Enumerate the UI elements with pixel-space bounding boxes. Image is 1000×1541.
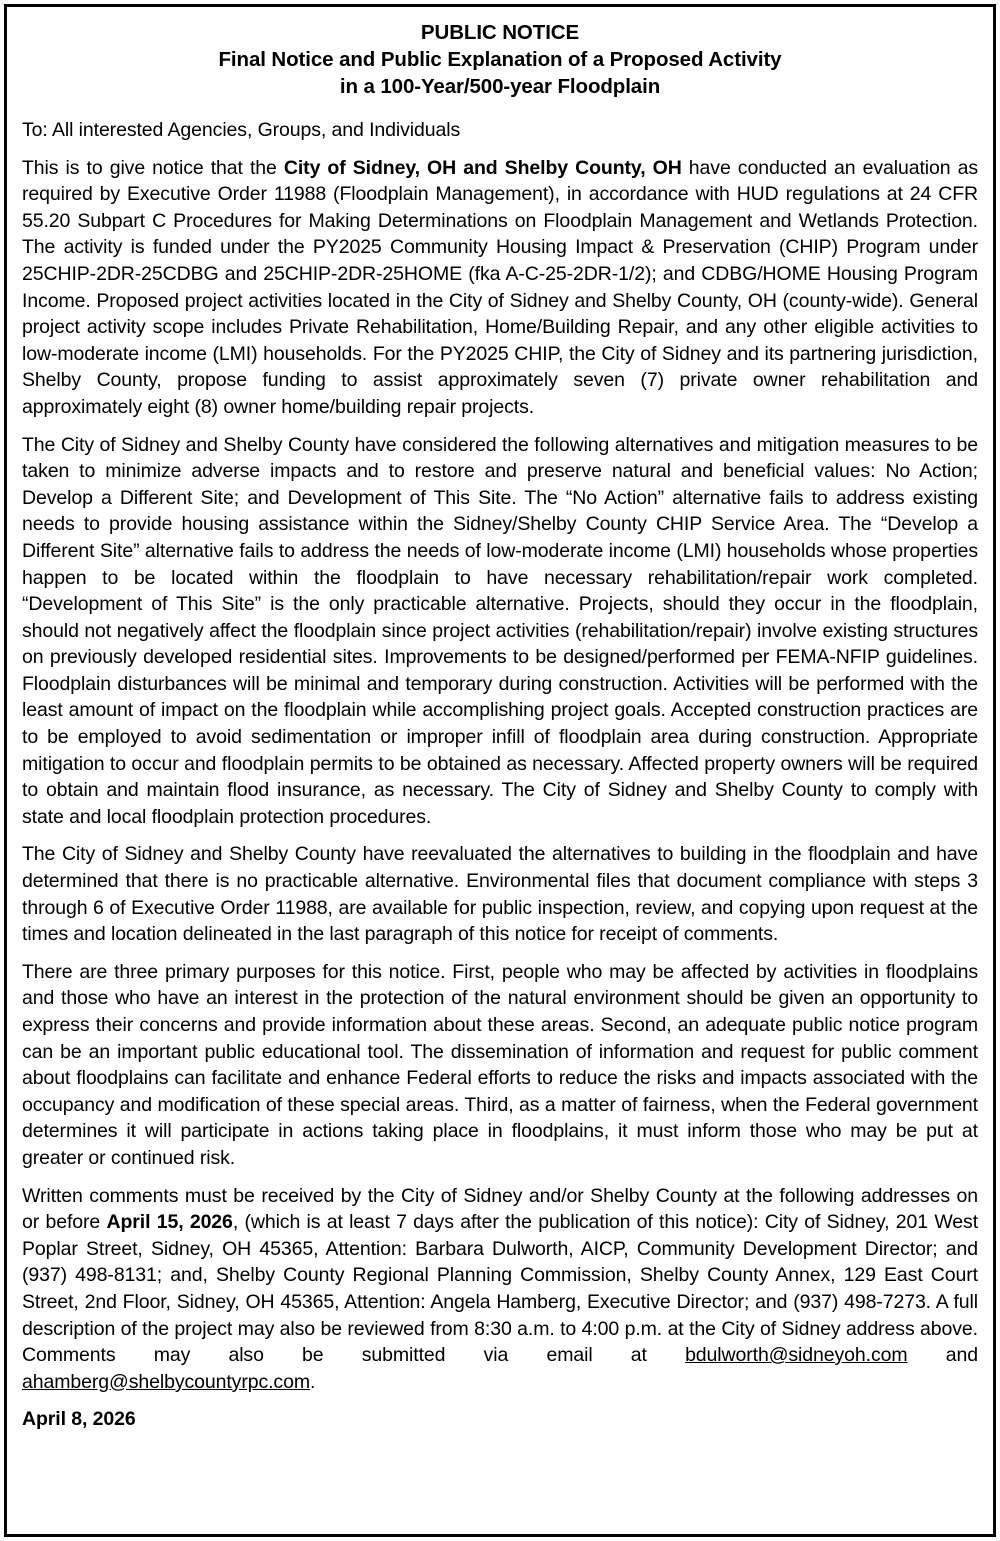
body-text: The City of Sidney and Shelby County have reevaluated the alternatives to building in the floodplain and have determined that there is no practicable alternative. Environmental files that document compliance with steps 3 through 6 of Executive Order 11988, are available for public inspection, review, and copying upon request at the times and location delineated in the last paragraph of this notice for receipt of comments.	[22, 843, 978, 946]
body-text: and	[907, 1344, 978, 1367]
notice-body	[22, 155, 978, 1396]
paragraph	[22, 1183, 978, 1396]
body-text: .	[309, 1370, 316, 1393]
email-link[interactable]: bdulworth@sidneyoh.com	[685, 1344, 908, 1367]
paragraph	[22, 432, 978, 831]
body-text: , (which is at least 7 days after the publication of this notice): City of Sidney, 201 West Poplar Street, Sidney, OH 45365, Attention: Barbara Dulworth, AICP, Community Development Director; and (937) 498-8131; and, Shelby County Regional Planning Commission, Shelby County Annex, 129 East Court Street, 2nd Floor, Sidney, OH 45365, Attention: Angela Hamberg, Executive Director; and (937) 498-7273. A full description of the project may also be reviewed from 8:30 a.m. to 4:00 p.m. at the City of Sidney address above. Comments may also be submitted via email at	[22, 1211, 979, 1367]
bold-text: April 15, 2026	[106, 1211, 233, 1234]
salutation-line: To: All interested Agencies, Groups, and Individuals	[22, 119, 461, 141]
body-text: This is to give notice that the	[22, 156, 284, 179]
notice-header	[22, 19, 978, 100]
body-text: have conducted an evaluation as required by Executive Order 11988 (Floodplain Management), in accordance with HUD regulations at 24 CFR 55.20 Subpart C Procedures for Making Determinations on Floodplain Management and Wetlands Protection. The activity is funded under the PY2025 Community Housing Impact & Preservation (CHIP) Program under 25CHIP-2DR-25CDBG and 25CHIP-2DR-25HOME (fka A-C-25-2DR-1/2); and CDBG/HOME Housing Program Income. Proposed project activities located in the City of Sidney and Shelby County, OH (county-wide). General project activity scope includes Private Rehabilitation, Home/Building Repair, and any other eligible activities to low-moderate income (LMI) households. For the PY2025 CHIP, the City of Sidney and its partnering jurisdiction, Shelby County, propose funding to assist approximately seven (7) private owner rehabilitation and approximately eight (8) owner home/building repair projects.	[22, 156, 978, 418]
notice-date: April 8, 2026	[22, 1408, 136, 1431]
notice-subtitle-line2: in a 100-Year/500-year Floodplain	[339, 75, 661, 98]
notice-title: PUBLIC NOTICE	[420, 21, 580, 44]
email-link[interactable]: ahamberg@shelbycountyrpc.com	[22, 1370, 310, 1393]
body-text: The City of Sidney and Shelby County have considered the following alternatives and mitigation measures to be taken to minimize adverse impacts and to restore and preserve natural and beneficial values: No Action; Develop a Different Site; and Development of This Site. The “No Action” alternative fails to address existing needs to provide housing assistance within the Sidney/Shelby County CHIP Service Area. The “Develop a Different Site” alternative fails to address the needs of low-moderate income (LMI) households whose properties happen to be located within the floodplain to have necessary rehabilitation/repair work completed. “Development of This Site” is the only practicable alternative. Projects, should they occur in the floodplain, should not negatively affect the floodplain since project activities (rehabilitation/repair) involve existing structures on previously developed residential sites. Improvements to be designed/performed per FEMA-NFIP guidelines. Floodplain disturbances will be minimal and temporary during construction. Activities will be performed with the least amount of impact on the floodplain while accomplishing project goals. Accepted construction practices are to be employed to avoid sedimentation or improper infill of floodplain area during construction. Appropriate mitigation to occur and floodplain permits to be obtained as necessary. Affected property owners will be required to obtain and maintain flood insurance, as necessary. The City of Sidney and Shelby County to comply with state and local floodplain protection procedures.	[22, 433, 978, 828]
paragraph	[22, 841, 978, 947]
paragraph	[22, 959, 978, 1172]
notice-border-frame	[4, 4, 996, 1537]
paragraph	[22, 155, 978, 421]
body-text: Written comments must be received by the City of Sidney and/or Shelby County at the following addresses on or before	[22, 1184, 978, 1234]
body-text: There are three primary purposes for this notice. First, people who may be affected by activities in floodplains and those who have an interest in the protection of the natural environment should be given an opportunity to express their concerns and provide information about these areas. Second, an adequate public notice program can be an important public educational tool. The dissemination of information and request for public comment about floodplains can facilitate and enhance Federal efforts to reduce the risks and impacts associated with the occupancy and modification of these special areas. Third, as a matter of fairness, when the Federal government determines it will participate in actions taking place in floodplains, it must inform those who may be put at greater or continued risk.	[22, 960, 978, 1169]
notice-subtitle-line1: Final Notice and Public Explanation of a Proposed Activity	[218, 48, 782, 71]
bold-text: City of Sidney, OH and Shelby County, OH	[283, 156, 682, 179]
